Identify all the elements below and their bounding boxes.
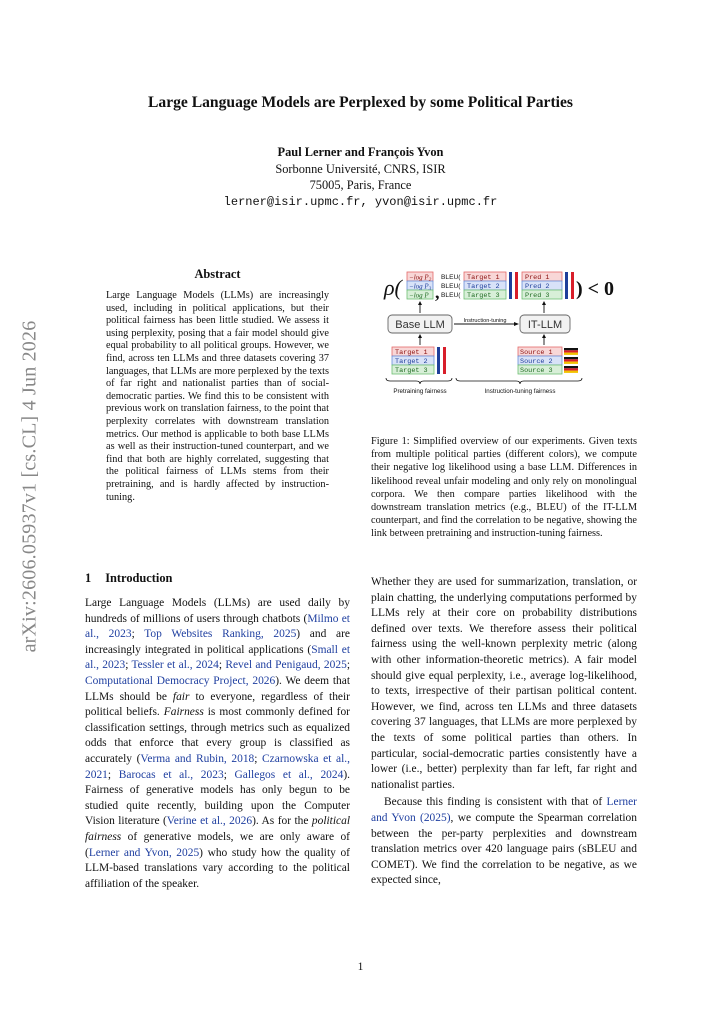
source-2: Source 2: [520, 358, 553, 366]
bleu-label-3: BLEU(: [441, 292, 461, 299]
target-bottom-1: Target 1: [395, 349, 428, 357]
section-heading-introduction: [85, 571, 172, 586]
svg-text:,: ,: [435, 282, 440, 302]
rho-symbol: ρ(: [384, 275, 402, 300]
pred-1: Pred 1: [525, 274, 550, 282]
target-bottom-3: Target 3: [395, 367, 428, 375]
citation-link[interactable]: Revel and Penigaud, 2025: [225, 659, 347, 672]
source-3: Source 3: [520, 367, 553, 375]
section-title: Introduction: [105, 571, 173, 585]
figure-1-caption: Figure 1: Simplified overview of our experiments. Given texts from multiple political parties (different colors), we compute their negative log likelihood using a base LLM. Differences in likelihood reveal unfair modeling and only rely on monolingual corpora. We then compare parties likelihood with the downstream translation metrics (e.g., BLEU) of the IT-LLM counterpart, and find the correlation to be negative, showing the link between pretraining and instruction-tuning fairness.: [371, 436, 637, 540]
base-llm-box: Base LLM: [395, 319, 445, 331]
citation-link[interactable]: Small et al., 2023: [85, 643, 350, 672]
authors: Paul Lerner and François Yvon: [277, 145, 444, 159]
affiliation-line-2: 75005, Paris, France: [309, 178, 412, 192]
target-bottom-2: Target 2: [395, 358, 428, 366]
citation-link[interactable]: Gallegos et al., 2024: [234, 768, 344, 781]
nll-1: −log $P_2$: [409, 273, 432, 283]
affiliation-line-1: Sorbonne Université, CNRS, ISIR: [275, 162, 446, 176]
citation-link[interactable]: Top Websites Ranking, 2025: [144, 628, 297, 641]
bleu-label-1: BLEU(: [441, 274, 461, 281]
intro-right-column: [371, 575, 637, 889]
author-emails[interactable]: lerner@isir.upmc.fr, yvon@isir.upmc.fr: [223, 195, 498, 209]
citation-link[interactable]: Czarnowska et al., 2021: [85, 752, 351, 781]
intro-paragraph-2: Whether they are used for summarization, translation, or plain chatting, the underlying computations performed by LLMs rely at their core on probability distributions defined over texts. We therefore assess their political fairness using the well-known perplexity metric (along with other information-theoretic metrics). A fair model should give equal perplexity, i.e., average log-likelihood, to texts, irrespective of their partisan political content. However, we find, across ten LLMs and three datasets covering 37 languages, that LLMs are more perplexed by the texts of some political parties than others. In particular, social-democratic parties consistently have a lower (i.e., better) perplexity than far left, far right and nationalist parties.: [371, 576, 637, 791]
citation-link[interactable]: Computational Democracy Project, 2026: [85, 674, 276, 687]
it-llm-box: IT-LLM: [527, 319, 563, 331]
target-top-3: Target 3: [467, 292, 500, 300]
instruction-tuning-fairness-label: Instruction-tuning fairness: [484, 388, 556, 395]
pred-3: Pred 3: [525, 292, 550, 300]
citation-link[interactable]: Milmo et al., 2023: [85, 612, 350, 641]
source-1: Source 1: [520, 349, 553, 357]
citation-link[interactable]: Tessler et al., 2024: [131, 659, 219, 672]
intro-paragraph-1: Large Language Models (LLMs) are used daily by hundreds of millions of users through chatbots (Milmo et al., 2023; Top Websites Ranking, 2025) and are increasingly integrated in political applications (Small et al., 2023; Tessler et al., 2024; Revel and Penigaud, 2025; Computational Democracy Project, 2026). We deem that LLMs should be fair to everyone, regardless of their political beliefs. Fairness is most commonly defined for classification settings, through metrics such as equalized odds that enforce that every group is classified as accurately (Verma and Rubin, 2018; Czarnowska et al., 2021; Barocas et al., 2023; Gallegos et al., 2024). Fairness of generative models has only begun to be studied quite recently, building upon the Computer Vision literature (Verine et al., 2026). As for the political fairness of generative models, we are only aware of (Lerner and Yvon, 2025) who study how the quality of LLM-based translations vary according to the political affiliation of the speaker.: [85, 597, 351, 890]
pred-2: Pred 2: [525, 283, 550, 291]
lt-zero: ) < 0: [576, 278, 615, 300]
citation-link[interactable]: Lerner and Yvon (2025): [371, 796, 637, 824]
german-flag-icon: [564, 348, 578, 373]
intro-left-column: [85, 596, 350, 892]
citation-link[interactable]: Lerner and Yvon, 2025: [88, 846, 200, 859]
figure-1-overview: [380, 267, 636, 407]
nll-2: −log $P_3$: [409, 282, 432, 292]
nll-stack: [407, 272, 433, 300]
citation-link[interactable]: Verma and Rubin, 2018: [140, 752, 255, 765]
section-number: 1: [85, 571, 92, 585]
arxiv-sidebar: arXiv:2606.05937v1 [cs.CL] 4 Jun 2026: [18, 320, 41, 653]
intro-paragraph-3: Because this finding is consistent with that of Lerner and Yvon (2025), we compute the Spearman correlation between the per-party perplexities and downstream translation metrics over 420 language pairs (sBLEU and COMET). We find the correlation to be negative, as we expected since,: [371, 796, 637, 887]
instruction-tuning-arrow-label: Instruction-tuning: [463, 318, 507, 324]
citation-link[interactable]: Barocas et al., 2023: [118, 768, 224, 781]
bleu-label-2: BLEU(: [441, 283, 461, 290]
target-top-2: Target 2: [467, 283, 500, 291]
abstract-text: Large Language Models (LLMs) are increasingly used, including in political applications, but their political fairness has been little studied. We assess it using perplexity, posing that a fair model should give equal probability to all political groups. However, we find, across ten LLMs and three datasets covering 37 languages, that LLMs are more perplexed by the texts of far right and nationalist parties than of social-democratic parties. We find this to be consistent with previous work on translation fairness, to the point that perplexity correlates with downstream translation metrics. Our method is applicable to both base LLMs as well as their instruction-tuned counterpart, and we find that both are highly correlated, suggesting that the political fairness of LLMs stems from their pretraining, and is hardly affected by instruction-tuning.: [106, 290, 329, 503]
nll-3: −log P: [409, 291, 429, 300]
pretraining-fairness-label: Pretraining fairness: [393, 388, 447, 395]
page-number: 1: [357, 961, 364, 973]
paper-title: Large Language Models are Perplexed by some Political Parties: [148, 94, 573, 111]
citation-link[interactable]: Verine et al., 2026: [166, 815, 253, 828]
abstract-heading: Abstract: [194, 267, 241, 281]
target-top-1: Target 1: [467, 274, 500, 282]
